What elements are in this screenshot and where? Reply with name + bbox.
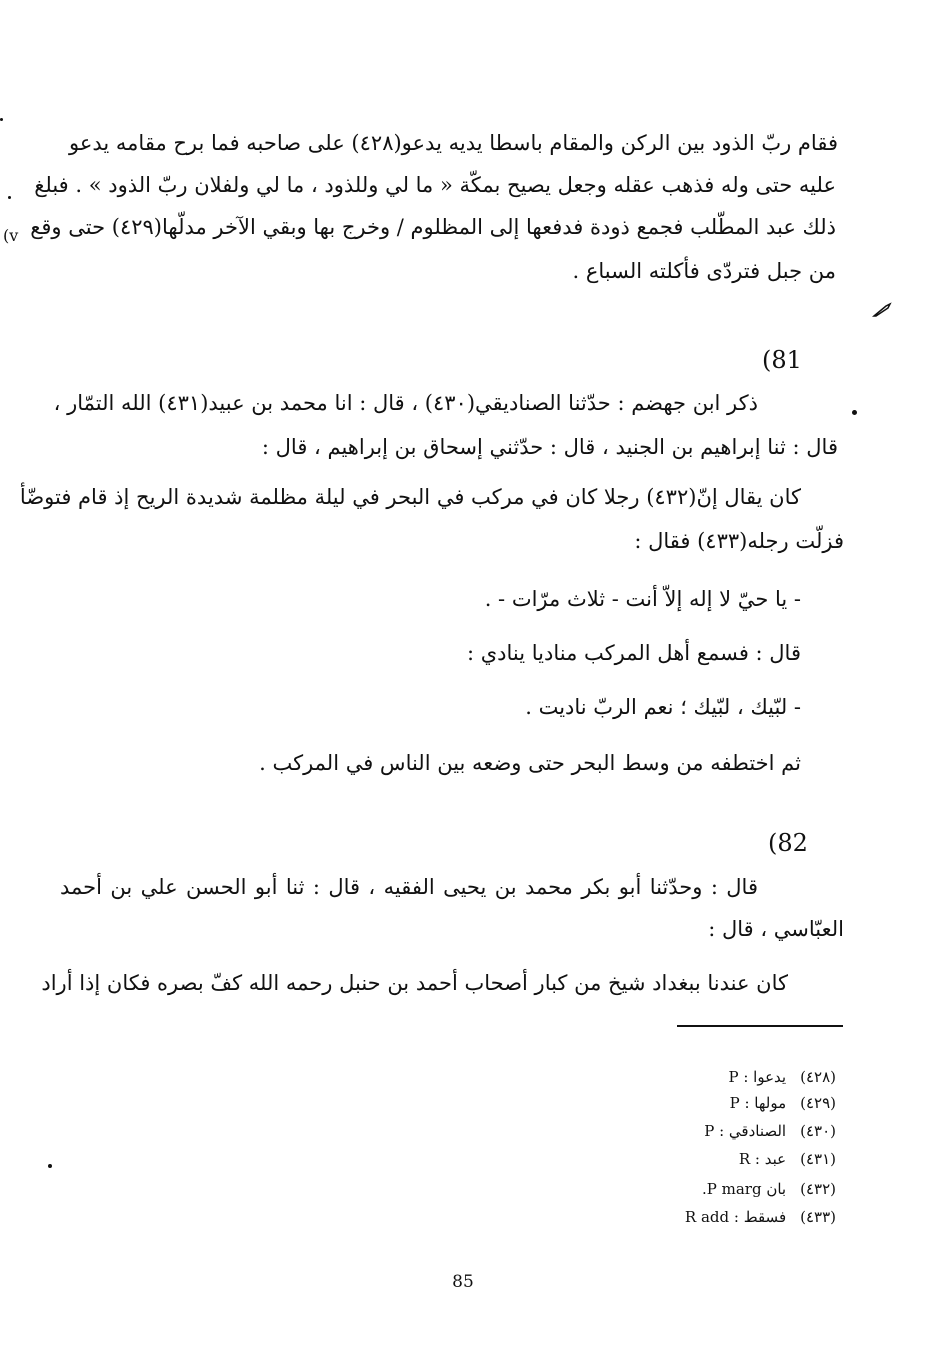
section-bullet [852, 410, 857, 415]
margin-folio-ref: (v [3, 226, 19, 245]
footnote-text: عبد : R [738, 1150, 787, 1168]
text-line-81-8: ثم اختطفه من وسط البحر حتى وضعه بين الناس في المركب . [259, 751, 801, 775]
text-line-81-4: فزلّت رجله(٤٣٣) فقال : [634, 529, 844, 553]
text-line-81-6: قال : فسمع أهل المركب مناديا ينادي : [466, 641, 801, 665]
footnote-number: (٤٣٣) [800, 1208, 836, 1226]
footnote-text: يدعوا : P [728, 1068, 787, 1086]
text-line-81-2: قال : ثنا إبراهيم بن الجنيد ، قال : حدّثني إسحاق بن إبراهيم ، قال : [261, 435, 838, 459]
text-line-1: فقام ربّ الذود بين الركن والمقام باسطا يديه يدعو(٤٢٨) على صاحبه فما برح مقامه يدعو [69, 131, 838, 155]
footnote-number: (٤٣٢) [800, 1180, 836, 1198]
footnote-433 [685, 1206, 836, 1228]
text-line-81-1: ذكر ابن جهضم : حدّثنا الصناديقي(٤٣٠) ، قال : انا محمد بن عبيد(٤٣١) الله التمّار ، [53, 391, 758, 415]
text-line-82-2: العبّاسي ، قال : [708, 917, 844, 941]
page-number: 85 [452, 1272, 474, 1292]
footnote-428 [729, 1066, 837, 1088]
text-line-4: من جبل فتردّى فأكلته السباع . [572, 259, 836, 283]
text-line-82-1: قال : وحدّثنا أبو بكر محمد بن يحيى الفقيه ، قال : ثنا أبو الحسن علي بن أحمد [60, 875, 758, 899]
text-line-3: ذلك عبد المطّلب فجمع ذودة فدفعها إلى المظلوم / وخرج بها وبقي الآخر مدلّها(٤٢٩) حتى وقع [30, 215, 836, 239]
margin-dot [0, 118, 3, 121]
footnote-text: بان P marg. [701, 1180, 787, 1198]
footnote-rule [677, 1025, 843, 1027]
footnote-number: (٤٢٩) [800, 1094, 836, 1112]
footnote-429 [730, 1092, 836, 1114]
footnote-text: الصنادقي : P [704, 1122, 787, 1140]
footnote-text: مولها : P [729, 1094, 787, 1112]
footnote-number: (٤٣١) [800, 1150, 836, 1168]
text-line-82-3: كان عندنا ببغداد شيخ من كبار أصحاب أحمد بن حنبل رحمه الله كفّ بصره فكان إذا أراد [41, 971, 788, 995]
text-line-81-3: كان يقال إنّ(٤٣٢) رجلا كان في مركب في البحر في ليلة مظلمة شديدة الريح إذ قام فتوضّأ [19, 485, 801, 509]
margin-dot [48, 1164, 52, 1168]
footnote-432 [702, 1178, 836, 1200]
section-number-81: (81 [762, 346, 802, 374]
pen-mark-icon [872, 302, 892, 318]
footnote-number: (٤٢٨) [800, 1068, 836, 1086]
text-line-81-7: - لبّيك ، لبّيك ؛ نعم الربّ ناديت . [525, 695, 801, 719]
margin-dot [8, 196, 11, 199]
footnote-number: (٤٣٠) [800, 1122, 836, 1140]
footnote-430 [704, 1120, 836, 1142]
text-line-81-5: - يا حيّ لا إله إلاّ أنت - ثلاث مرّات - . [484, 587, 801, 611]
text-line-2: عليه حتى وله فذهب عقله وجعل يصيح بمكّة « ما لي وللذود ، ما لي ولفلان ربّ الذود » . فبلغ [34, 173, 836, 197]
footnote-text: فسقط : R add [684, 1208, 787, 1226]
footnote-431 [739, 1148, 836, 1170]
section-number-82: (82 [768, 829, 808, 857]
